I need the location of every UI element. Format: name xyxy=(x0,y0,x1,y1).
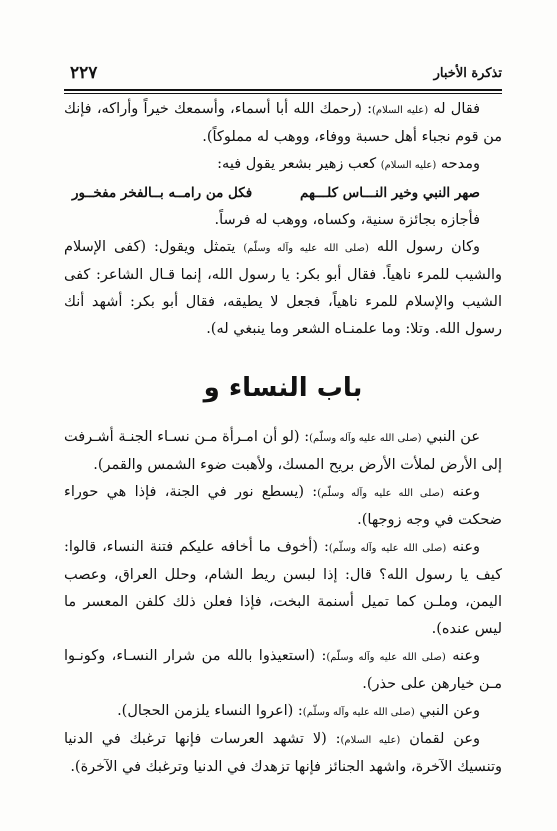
paragraph-text: عن النبي xyxy=(421,429,480,445)
paragraph-text: وعنه xyxy=(446,539,480,555)
honorific: (صلى الله عليه وآله وسلّم) xyxy=(317,488,444,499)
paragraph-text: وعنه xyxy=(445,648,481,664)
honorific: (عليه السلام) xyxy=(340,735,401,746)
paragraph xyxy=(64,234,502,343)
paragraph-text: وعن لقمان xyxy=(400,731,480,747)
header-rule xyxy=(64,89,502,91)
honorific: (صلى الله عليه وآله وسلّم) xyxy=(302,707,415,718)
bottom-paragraphs xyxy=(64,424,502,781)
paragraph xyxy=(64,726,502,781)
paragraph xyxy=(64,96,502,151)
paragraph xyxy=(64,534,502,643)
verse-second-hemistich: فكل من رامــه بــالفخر مفخــور xyxy=(72,185,253,201)
paragraph-text: : (لا تشهد العرسات فإنها ترغبك في الدنيا وتنسيك الآخرة، واشهد الجنائز فإنها تزهدك في الدنيا وترغبك في الآخرة). xyxy=(64,731,502,775)
header-rule-thin xyxy=(64,93,502,94)
chapter-title: باب النساء و xyxy=(203,373,363,403)
running-title: تذكرة الأخبار xyxy=(433,66,502,81)
paragraph-text: : (اعروا النساء يلزمن الحجال). xyxy=(117,703,303,719)
paragraph-text: : (يسطع نور في الجنة، فإذا هي حوراء ضحكت في وجه زوجها). xyxy=(64,484,502,528)
paragraph xyxy=(64,643,502,698)
paragraph xyxy=(64,151,502,179)
paragraph-text: وعنه xyxy=(443,484,480,500)
paragraph-text: يتمثل ويقول: (كفى الإسلام والشيب للمرء ناهياً. فقال أبو بكر: يا رسول الله، إنما قـال الشاعر: كفى الشيب والإسلام للمرء ناهياً، فجعل لا يطيقه، فقال أبو بكر: أشهد أنك رسول الله. وتلا: وما علمنـاه الشعر وما ينبغي له). xyxy=(64,239,502,337)
paragraph-text: كعب زهير بشعر يقول فيه: xyxy=(217,156,381,172)
paragraph-text: : (أخوف ما أخافه عليكم فتنة النساء، قالوا: كيف يا رسول الله؟ قال: إذا لبسن ريط الشام، وحلل العراق، وعصب اليمن، وملـن كما تميل أسنمة البخت، فإذا فعلن ذلك كلفن المعسر ما ليس عنده). xyxy=(64,539,502,637)
paragraph-text: فقال له xyxy=(428,101,480,117)
verse-first-hemistich: صهر النبي وخير النـــاس كلـــهم xyxy=(300,185,480,201)
honorific: (صلى الله عليه وآله وسلّم) xyxy=(309,433,422,444)
paragraph-text: وكان رسول الله xyxy=(368,239,480,255)
honorific: (صلى الله عليه وآله وسلّم) xyxy=(326,652,446,663)
paragraph-text: وعن النبي xyxy=(414,703,480,719)
page-number: ٢٢٧ xyxy=(70,63,98,83)
paragraph: فأجازه بجائزة سنية، وكساه، ووهب له فرساً. xyxy=(214,212,480,228)
top-paragraphs xyxy=(64,96,502,179)
honorific: (عليه السلام) xyxy=(372,105,429,116)
middle-paragraphs xyxy=(64,207,502,343)
honorific: (عليه السلام) xyxy=(380,160,437,171)
paragraph-text: : (لو أن امـرأة مـن نسـاء الجنـة أشـرفت إلى الأرض لملأت الأرض بريح المسك، ولأهبت ضوء الشمس والقمر). xyxy=(64,429,502,473)
paragraph xyxy=(64,698,502,726)
paragraph-text: ومدحه xyxy=(436,156,480,172)
paragraph-text: : (استعيذوا بالله من شرار النسـاء، وكونـوا مـن خيارهن على حذر). xyxy=(64,648,502,692)
honorific: (صلى الله عليه وآله وسلّم) xyxy=(243,243,369,254)
honorific: (صلى الله عليه وآله وسلّم) xyxy=(328,543,447,554)
page-header xyxy=(64,60,502,86)
paragraph xyxy=(64,479,502,534)
paragraph-text: : (رحمك الله أبا أسماء، وأسمعك خيراً وأراكه، فإنك من قوم نجباء أهل حسبة ووفاء، ووهب له مملوكاً). xyxy=(64,101,502,145)
paragraph xyxy=(64,424,502,479)
